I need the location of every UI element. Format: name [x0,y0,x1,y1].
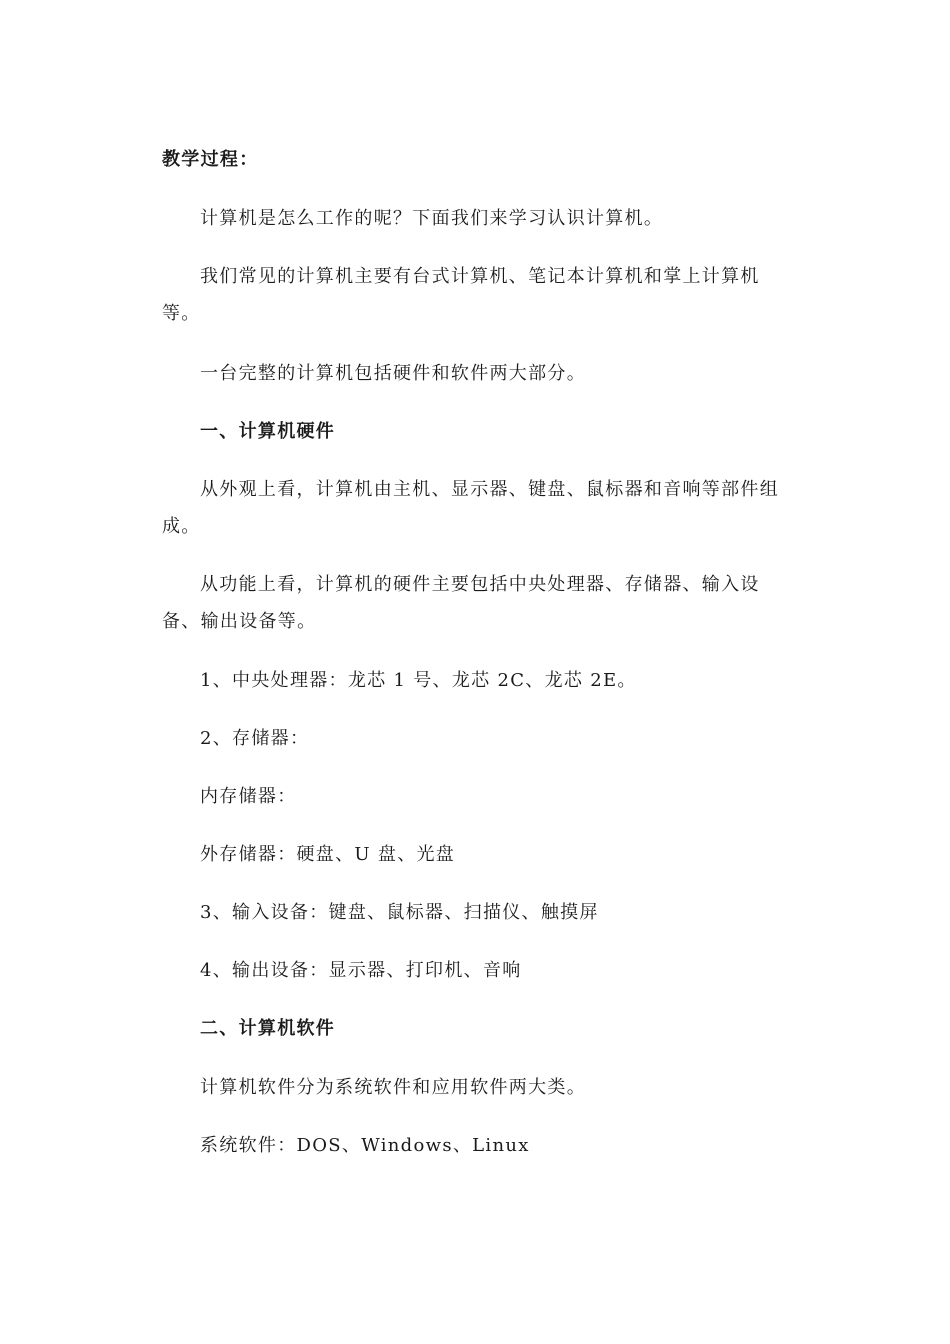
appearance-line-2: 成。 [162,516,201,537]
cpu-item: 1、中央处理器：龙芯 1 号、龙芯 2C、龙芯 2E。 [200,670,637,691]
appearance-line-1: 从外观上看，计算机由主机、显示器、键盘、鼠标器和音响等部件组 [200,479,779,500]
common-types-line-1: 我们常见的计算机主要有台式计算机、笔记本计算机和掌上计算机 [200,266,760,287]
composition-paragraph: 一台完整的计算机包括硬件和软件两大部分。 [200,363,586,384]
lesson-process-heading: 教学过程： [162,149,259,170]
software-section-title: 二、计算机软件 [200,1018,336,1039]
internal-storage-item: 内存储器： [200,786,297,807]
function-line-2: 备、输出设备等。 [162,611,317,632]
external-storage-item: 外存储器：硬盘、U 盘、光盘 [200,844,456,865]
intro-paragraph: 计算机是怎么工作的呢？下面我们来学习认识计算机。 [200,208,664,229]
function-line-1: 从功能上看，计算机的硬件主要包括中央处理器、存储器、输入设 [200,574,760,595]
common-types-line-2: 等。 [162,303,201,324]
storage-item: 2、存储器： [200,728,310,749]
software-types-paragraph: 计算机软件分为系统软件和应用软件两大类。 [200,1077,586,1098]
output-devices-item: 4、输出设备：显示器、打印机、音响 [200,960,522,981]
system-software-item: 系统软件：DOS、Windows、Linux [200,1135,530,1156]
hardware-section-title: 一、计算机硬件 [200,421,336,442]
input-devices-item: 3、输入设备：键盘、鼠标器、扫描仪、触摸屏 [200,902,599,923]
